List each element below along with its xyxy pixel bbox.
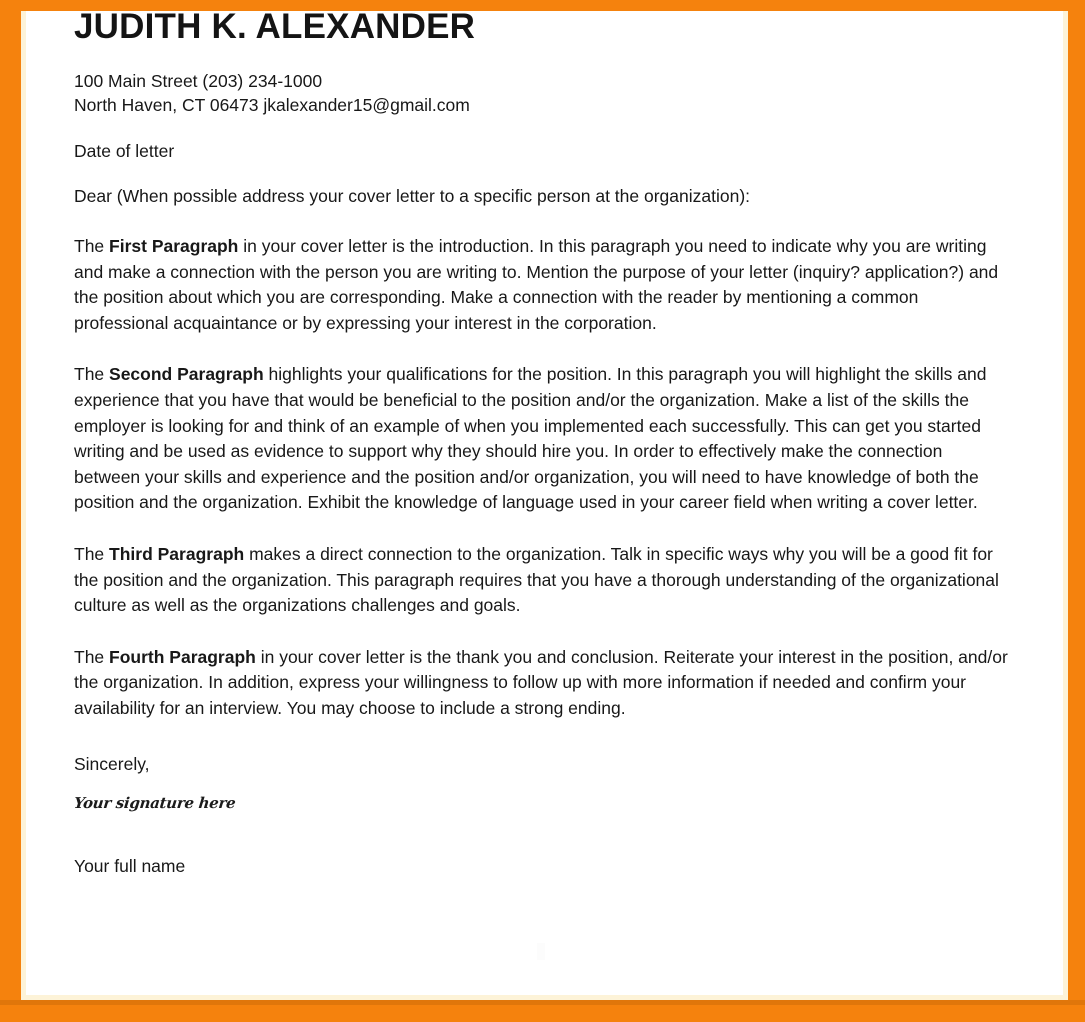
paragraph-first <box>74 234 1010 336</box>
page-border-right <box>1068 0 1085 1022</box>
paragraph-first-lead-in: First Paragraph <box>109 236 239 256</box>
page-border-inner-stripe-right <box>1063 11 1068 1000</box>
signature-placeholder: Your signature here <box>73 793 237 812</box>
sender-address-line-1: 100 Main Street (203) 234-1000 <box>74 71 323 91</box>
date-line: Date of letter <box>74 141 175 161</box>
paragraph-fourth-text: in your cover letter is the thank you and conclusion. Reiterate your interest in the position, and/or the organization. In addition, express your willingness to follow up with more information if needed and confirm your availability for an interview. You may choose to include a strong ending. <box>74 646 1008 718</box>
paragraph-third <box>74 542 1010 619</box>
page-border-inner-stripe-left <box>21 11 26 1000</box>
paragraph-first-text: in your cover letter is the introduction. In this paragraph you need to indicate why you are writing and make a connection with the person you are writing to. Mention the purpose of your letter (inquiry? application?) and the position about which you are corresponding. Make a connection with the reader by mentioning a common professional acquaintance or by expressing your interest in the corporation. <box>74 236 999 333</box>
paragraph-third-prefix: The <box>74 543 110 564</box>
paragraph-fourth <box>74 645 1010 722</box>
paragraph-second-lead-in: Second Paragraph <box>109 364 264 385</box>
paragraph-third-text: makes a direct connection to the organization. Talk in specific ways why you will be a good fit for the position and the organization. This paragraph requires that you have a thorough understanding of the organizational culture as well as the organizations challenges and goals. <box>74 543 999 616</box>
paragraph-fourth-prefix: The <box>74 646 110 667</box>
paragraph-fourth-lead-in: Fourth Paragraph <box>109 646 256 667</box>
paragraph-second-prefix: The <box>74 364 110 385</box>
sender-name-heading: JUDITH K. ALEXANDER <box>74 7 476 46</box>
paragraph-first-prefix: The <box>74 236 110 256</box>
page-border-inner-stripe-bottom <box>21 995 1068 1000</box>
sender-address-line-2: North Haven, CT 06473 jkalexander15@gmail.com <box>74 95 470 115</box>
page-border-left <box>0 0 21 1022</box>
scan-artifact <box>537 943 545 960</box>
sender-full-name-placeholder: Your full name <box>74 855 186 876</box>
page-border-bottom-shade <box>0 1000 1085 1005</box>
sender-contact-block <box>74 69 1010 117</box>
paragraph-third-lead-in: Third Paragraph <box>109 543 245 564</box>
signature-line-wrapper <box>74 776 1010 813</box>
salutation-line: Dear (When possible address your cover letter to a specific person at the organization): <box>74 186 751 206</box>
closing-salutation: Sincerely, <box>74 753 150 774</box>
paragraph-second <box>74 362 1010 516</box>
letter-content <box>74 0 1010 878</box>
paragraph-second-text: highlights your qualifications for the position. In this paragraph you will highlight the skills and experience that you have that would be beneficial to the position and/or the organization. Make a list of the skills the employer is looking for and think of an example of when you implemented each successfully. This can get you started writing and be used as evidence to support why they should hire you. In order to effectively make the connection between your skills and experience and the position and/or organization, you will need to have knowledge of both the position and the organization. Exhibit the knowledge of language used in your career field when writing a cover letter. <box>74 364 987 513</box>
